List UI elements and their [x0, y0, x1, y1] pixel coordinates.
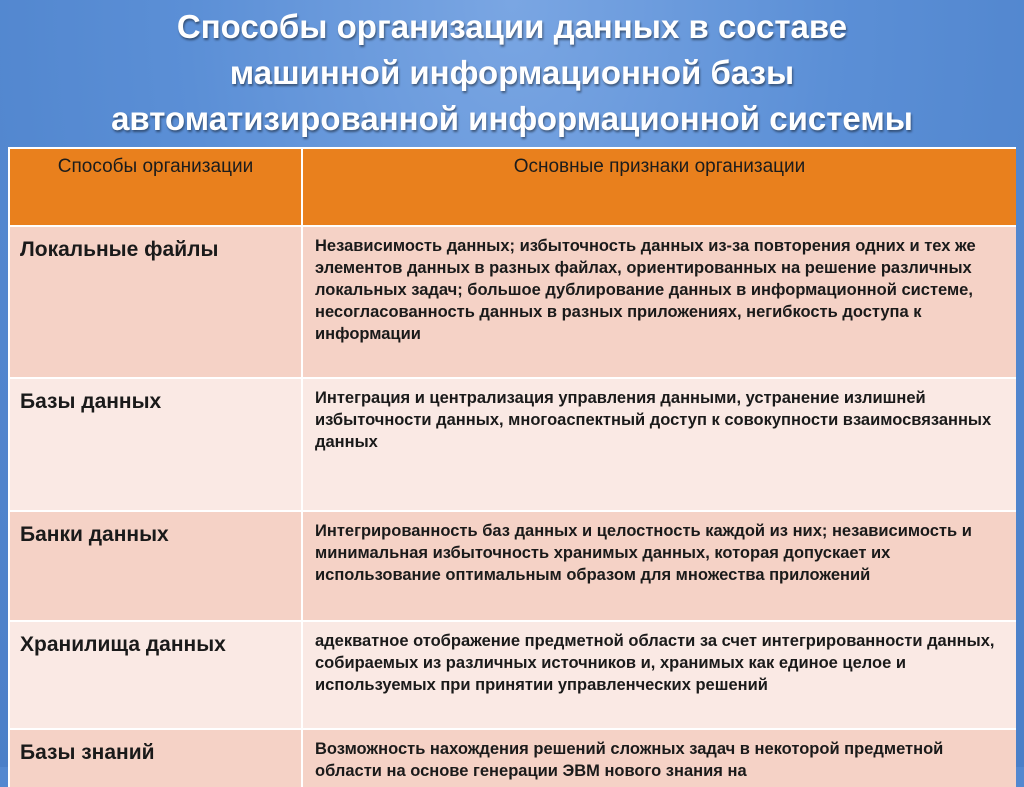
method-cell: Банки данных — [9, 511, 302, 621]
description-cell: Возможность нахождения решений сложных задач в некоторой предметной области на основе генерации ЭВМ нового знания на — [302, 729, 1016, 787]
table-row — [9, 621, 1016, 729]
method-cell: Локальные файлы — [9, 226, 302, 378]
table-row — [9, 511, 1016, 621]
slide-title — [0, 4, 1024, 142]
method-cell: Базы данных — [9, 378, 302, 511]
table-row — [9, 729, 1016, 787]
table-row — [9, 226, 1016, 378]
description-cell: адекватное отображение предметной области за счет интегрированности данных, собираемых из различных источников и, хранимых как единое целое и используемых при принятии управленческих решений — [302, 621, 1016, 729]
title-line-2: машинной информационной базы — [229, 54, 795, 91]
header-methods: Способы организации — [9, 148, 302, 226]
table-container — [8, 147, 1016, 787]
title-line-1: Способы организации данных в составе — [176, 8, 848, 45]
title-line-3: автоматизированной информационной системы — [111, 100, 913, 137]
description-cell: Интеграция и централизация управления данными, устранение излишней избыточности данных, многоаспектный доступ к совокупности взаимосвязанных данных — [302, 378, 1016, 511]
description-cell: Интегрированность баз данных и целостность каждой из них; независимость и минимальная избыточность хранимых данных, которая допускает их использование оптимальным образом для множества приложений — [302, 511, 1016, 621]
table-header-row — [9, 148, 1016, 226]
method-cell: Хранилища данных — [9, 621, 302, 729]
description-cell: Независимость данных; избыточность данных из-за повторения одних и тех же элементов данных в разных файлах, ориентированных на решение различных локальных задач; большое дублирование данных в информационной системе, несогласованность данных в разных приложениях, негибкость доступа к информации — [302, 226, 1016, 378]
organization-methods-table — [8, 147, 1016, 787]
table-row — [9, 378, 1016, 511]
method-cell: Базы знаний — [9, 729, 302, 787]
header-features: Основные признаки организации — [302, 148, 1016, 226]
